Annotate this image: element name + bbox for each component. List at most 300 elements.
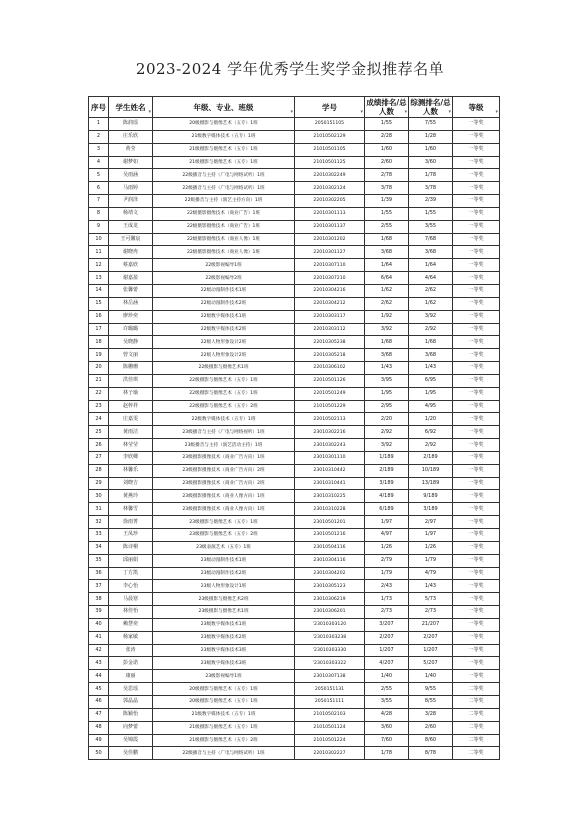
cell-score-rank[interactable]: 1/68 (365, 336, 409, 349)
cell-grade[interactable]: 一等奖 (453, 593, 500, 606)
cell-overall-rank[interactable]: 1/43 (409, 362, 453, 375)
cell-no[interactable]: 40 (89, 618, 109, 631)
cell-student-id[interactable]: 23010304202 (295, 567, 365, 580)
cell-overall-rank[interactable]: 8/78 (409, 747, 453, 760)
cell-student-id[interactable]: 22010303117 (295, 310, 365, 323)
cell-major[interactable]: 22级摄影与摄像艺术（五专）1班 (153, 387, 295, 400)
cell-name[interactable]: 廖珍奕 (109, 310, 153, 323)
cell-name[interactable]: 杨家敏 (109, 631, 153, 644)
cell-name[interactable]: 吴雨涵 (109, 169, 153, 182)
cell-no[interactable]: 18 (89, 336, 109, 349)
cell-score-rank[interactable]: 3/207 (365, 618, 409, 631)
cell-score-rank[interactable]: 2/55 (365, 683, 409, 696)
cell-grade[interactable]: 一等奖 (453, 143, 500, 156)
cell-grade[interactable]: 二等奖 (453, 734, 500, 747)
cell-grade[interactable]: 一等奖 (453, 362, 500, 375)
cell-student-id[interactable]: 21010501229 (295, 400, 365, 413)
cell-student-id[interactable]: 2050151131 (295, 683, 365, 696)
cell-name[interactable]: 黄雨洁 (109, 426, 153, 439)
cell-score-rank[interactable]: 1/43 (365, 362, 409, 375)
cell-grade[interactable]: 一等奖 (453, 297, 500, 310)
cell-name[interactable]: 林莹莹 (109, 439, 153, 452)
cell-no[interactable]: 22 (89, 387, 109, 400)
cell-overall-rank[interactable]: 6/92 (409, 426, 453, 439)
cell-grade[interactable]: 一等奖 (453, 580, 500, 593)
cell-score-rank[interactable]: 3/68 (365, 349, 409, 362)
cell-no[interactable]: 34 (89, 541, 109, 554)
cell-student-id[interactable]: 21010501105 (295, 143, 365, 156)
cell-grade[interactable]: 一等奖 (453, 477, 500, 490)
header-name[interactable] (109, 97, 153, 118)
cell-overall-rank[interactable]: 1/78 (409, 169, 453, 182)
cell-score-rank[interactable]: 3/60 (365, 721, 409, 734)
cell-score-rank[interactable]: 4/28 (365, 708, 409, 721)
cell-student-id[interactable]: 22010301113 (295, 207, 365, 220)
cell-name[interactable]: 洪佳琪 (109, 374, 153, 387)
cell-overall-rank[interactable]: 4/64 (409, 272, 453, 285)
cell-score-rank[interactable]: 1/68 (365, 233, 409, 246)
cell-name[interactable]: 吴佳鹏 (109, 747, 153, 760)
cell-student-id[interactable]: 22010301202 (295, 233, 365, 246)
cell-grade[interactable]: 二等奖 (453, 695, 500, 708)
filter-dropdown-icon[interactable]: ▾ (290, 109, 293, 115)
cell-student-id[interactable]: 23010504116 (295, 541, 365, 554)
cell-no[interactable]: 13 (89, 272, 109, 285)
cell-grade[interactable]: 一等奖 (453, 451, 500, 464)
cell-no[interactable]: 48 (89, 721, 109, 734)
cell-student-id[interactable]: 22010302227 (295, 747, 365, 760)
cell-grade[interactable]: 一等奖 (453, 426, 500, 439)
cell-grade[interactable]: 一等奖 (453, 284, 500, 297)
cell-grade[interactable]: 一等奖 (453, 529, 500, 542)
cell-overall-rank[interactable]: 1/40 (409, 670, 453, 683)
cell-overall-rank[interactable]: 2/207 (409, 631, 453, 644)
cell-overall-rank[interactable]: 1/20 (409, 413, 453, 426)
cell-name[interactable]: 张涛 (109, 644, 153, 657)
cell-overall-rank[interactable]: 1/207 (409, 644, 453, 657)
cell-grade[interactable]: 一等奖 (453, 233, 500, 246)
cell-student-id[interactable]: 22010303112 (295, 323, 365, 336)
cell-student-id[interactable]: 22010502113 (295, 413, 365, 426)
header-score-rank[interactable] (365, 97, 409, 118)
cell-score-rank[interactable]: 2/43 (365, 580, 409, 593)
cell-overall-rank[interactable]: 9/55 (409, 683, 453, 696)
cell-no[interactable]: 16 (89, 310, 109, 323)
cell-name[interactable]: 庄乐欣 (109, 130, 153, 143)
cell-no[interactable]: 1 (89, 118, 109, 131)
cell-grade[interactable]: 一等奖 (453, 195, 500, 208)
cell-score-rank[interactable]: 3/55 (365, 695, 409, 708)
cell-no[interactable]: 4 (89, 156, 109, 169)
cell-no[interactable]: 42 (89, 644, 109, 657)
cell-overall-rank[interactable]: 3/68 (409, 349, 453, 362)
cell-major[interactable]: 20级摄影与摄像艺术（五专）1班 (153, 695, 295, 708)
cell-no[interactable]: 26 (89, 439, 109, 452)
cell-overall-rank[interactable]: 1/68 (409, 336, 453, 349)
cell-name[interactable]: 林子瑜 (109, 387, 153, 400)
cell-student-id[interactable]: 22010304212 (295, 297, 365, 310)
cell-grade[interactable]: 一等奖 (453, 182, 500, 195)
cell-major[interactable]: 22级摄影与摄像艺术（五专）1班 (153, 374, 295, 387)
cell-major[interactable]: 22级摄影与摄像艺术1班 (153, 362, 295, 375)
cell-student-id[interactable]: 23010501216 (295, 529, 365, 542)
cell-no[interactable]: 49 (89, 734, 109, 747)
cell-overall-rank[interactable]: 5/207 (409, 657, 453, 670)
filter-dropdown-icon[interactable]: ▾ (495, 109, 498, 115)
cell-major[interactable]: 22级播音与主持（演艺主持方向）1班 (153, 195, 295, 208)
cell-score-rank[interactable]: 3/92 (365, 323, 409, 336)
cell-no[interactable]: 41 (89, 631, 109, 644)
cell-score-rank[interactable]: 3/95 (365, 374, 409, 387)
cell-overall-rank[interactable]: 2/39 (409, 195, 453, 208)
cell-grade[interactable]: 一等奖 (453, 439, 500, 452)
cell-overall-rank[interactable]: 2/97 (409, 516, 453, 529)
cell-no[interactable]: 17 (89, 323, 109, 336)
cell-major[interactable]: 22级播音与主持（广电与网络试听）1班 (153, 747, 295, 760)
cell-overall-rank[interactable]: 5/73 (409, 593, 453, 606)
cell-student-id[interactable]: 22010306102 (295, 362, 365, 375)
cell-no[interactable]: 23 (89, 400, 109, 413)
cell-name[interactable]: 林佳怡 (109, 606, 153, 619)
header-overall-rank[interactable] (409, 97, 453, 118)
cell-no[interactable]: 32 (89, 516, 109, 529)
cell-score-rank[interactable]: 2/55 (365, 220, 409, 233)
cell-score-rank[interactable]: 2/28 (365, 130, 409, 143)
cell-no[interactable]: 19 (89, 349, 109, 362)
cell-name[interactable]: 黄莹 (109, 143, 153, 156)
cell-grade[interactable]: 一等奖 (453, 631, 500, 644)
cell-no[interactable]: 2 (89, 130, 109, 143)
cell-major[interactable]: 21级数字媒体技术（五专）1班 (153, 708, 295, 721)
cell-name[interactable]: 陈诗桐 (109, 541, 153, 554)
cell-score-rank[interactable]: 1/64 (365, 259, 409, 272)
cell-score-rank[interactable]: 1/62 (365, 284, 409, 297)
cell-score-rank[interactable]: 1/73 (365, 593, 409, 606)
cell-name[interactable]: 王可馨宸 (109, 233, 153, 246)
cell-major[interactable]: 23级摄影摄像技术（商业广告方向）2班 (153, 477, 295, 490)
cell-name[interactable]: 赖慧奕 (109, 618, 153, 631)
cell-name[interactable]: 彭金诺 (109, 657, 153, 670)
cell-student-id[interactable]: 23010310442 (295, 464, 365, 477)
cell-major[interactable]: 21级摄影与摄像艺术（五专）1班 (153, 143, 295, 156)
cell-overall-rank[interactable]: 1/79 (409, 554, 453, 567)
cell-major[interactable]: 22级动漫制作技术2班 (153, 297, 295, 310)
cell-overall-rank[interactable]: 7/55 (409, 118, 453, 131)
cell-no[interactable]: 38 (89, 593, 109, 606)
cell-score-rank[interactable]: 7/60 (365, 734, 409, 747)
cell-no[interactable]: 31 (89, 503, 109, 516)
cell-grade[interactable]: 一等奖 (453, 644, 500, 657)
cell-grade[interactable]: 一等奖 (453, 259, 500, 272)
cell-name[interactable]: 林馨雪 (109, 503, 153, 516)
cell-student-id[interactable]: 2050151105 (295, 118, 365, 131)
cell-name[interactable]: 蔡嘉欣 (109, 259, 153, 272)
cell-grade[interactable]: 一等奖 (453, 567, 500, 580)
cell-overall-rank[interactable]: 8/55 (409, 695, 453, 708)
cell-score-rank[interactable]: 1/60 (365, 143, 409, 156)
cell-student-id[interactable]: '23010303238 (295, 631, 365, 644)
cell-student-id[interactable]: 23010302216 (295, 426, 365, 439)
cell-no[interactable]: 14 (89, 284, 109, 297)
cell-student-id[interactable]: 22010305218 (295, 349, 365, 362)
cell-grade[interactable]: 二等奖 (453, 721, 500, 734)
cell-score-rank[interactable]: 6/64 (365, 272, 409, 285)
cell-name[interactable]: 曾文丽 (109, 349, 153, 362)
cell-overall-rank[interactable]: 21/207 (409, 618, 453, 631)
cell-major[interactable]: 22级摄影摄像技术（商业人像）1班 (153, 246, 295, 259)
cell-grade[interactable]: 一等奖 (453, 118, 500, 131)
cell-grade[interactable]: 一等奖 (453, 516, 500, 529)
cell-major[interactable]: 22级摄影摄像技术（商业人像）1班 (153, 233, 295, 246)
cell-no[interactable]: 10 (89, 233, 109, 246)
cell-overall-rank[interactable]: 3/92 (409, 310, 453, 323)
header-no[interactable] (89, 97, 109, 118)
cell-score-rank[interactable]: 3/189 (365, 477, 409, 490)
cell-overall-rank[interactable]: 1/64 (409, 259, 453, 272)
cell-no[interactable]: 20 (89, 362, 109, 375)
cell-student-id[interactable]: 22010301127 (295, 246, 365, 259)
cell-student-id[interactable]: 23010304116 (295, 554, 365, 567)
cell-overall-rank[interactable]: 2/60 (409, 721, 453, 734)
header-major[interactable] (153, 97, 295, 118)
cell-score-rank[interactable]: 1/26 (365, 541, 409, 554)
cell-overall-rank[interactable]: 3/28 (409, 708, 453, 721)
cell-grade[interactable]: 一等奖 (453, 554, 500, 567)
cell-no[interactable]: 11 (89, 246, 109, 259)
cell-overall-rank[interactable]: 1/43 (409, 580, 453, 593)
cell-grade[interactable]: 一等奖 (453, 670, 500, 683)
cell-score-rank[interactable]: 2/92 (365, 426, 409, 439)
cell-major[interactable]: 23级播音与主持（广电与网络视听）1班 (153, 426, 295, 439)
cell-major[interactable]: 22级数字媒体技术（五专）1班 (153, 413, 295, 426)
cell-no[interactable]: 33 (89, 529, 109, 542)
cell-student-id[interactable]: 23010310225 (295, 490, 365, 503)
cell-overall-rank[interactable]: 1/55 (409, 207, 453, 220)
cell-overall-rank[interactable]: 1/62 (409, 297, 453, 310)
cell-overall-rank[interactable]: 2/62 (409, 284, 453, 297)
cell-score-rank[interactable]: 3/68 (365, 246, 409, 259)
cell-student-id[interactable]: 22010307210 (295, 272, 365, 285)
cell-student-id[interactable]: 23010307138 (295, 670, 365, 683)
cell-overall-rank[interactable]: 8/60 (409, 734, 453, 747)
cell-major[interactable]: 23级动漫制作技术1班 (153, 554, 295, 567)
cell-name[interactable]: 马晨寒 (109, 593, 153, 606)
cell-major[interactable]: 23级数字媒体技术2班 (153, 631, 295, 644)
cell-grade[interactable]: 一等奖 (453, 349, 500, 362)
cell-score-rank[interactable]: 4/189 (365, 490, 409, 503)
cell-major[interactable]: 22级播音与主持（广电与网络试听）1班 (153, 182, 295, 195)
cell-major[interactable]: 23级表演艺术（五专）1班 (153, 541, 295, 554)
cell-score-rank[interactable]: 6/189 (365, 503, 409, 516)
cell-name[interactable]: 李欣卿 (109, 451, 153, 464)
cell-major[interactable]: 23级数字媒体技术3班 (153, 644, 295, 657)
cell-overall-rank[interactable]: 2/189 (409, 451, 453, 464)
cell-major[interactable]: 23级数字媒体技术1班 (153, 618, 295, 631)
filter-dropdown-icon[interactable]: ▾ (448, 109, 451, 115)
cell-major[interactable]: 20级摄影与摄像艺术（五专）1班 (153, 683, 295, 696)
cell-no[interactable]: 43 (89, 657, 109, 670)
cell-major[interactable]: 23级影视编导1班 (153, 670, 295, 683)
cell-score-rank[interactable]: 3/78 (365, 182, 409, 195)
cell-score-rank[interactable]: 1/79 (365, 567, 409, 580)
cell-score-rank[interactable]: 1/55 (365, 118, 409, 131)
cell-grade[interactable]: 一等奖 (453, 323, 500, 336)
cell-student-id[interactable]: 22010307110 (295, 259, 365, 272)
cell-grade[interactable]: 一等奖 (453, 130, 500, 143)
cell-no[interactable]: 7 (89, 195, 109, 208)
cell-major[interactable]: 22级摄影摄像技术（商业广告）1班 (153, 207, 295, 220)
cell-name[interactable]: 吴锦霞 (109, 734, 153, 747)
cell-score-rank[interactable]: 1/207 (365, 644, 409, 657)
cell-major[interactable]: 23级动漫制作技术2班 (153, 567, 295, 580)
cell-no[interactable]: 9 (89, 220, 109, 233)
cell-no[interactable]: 12 (89, 259, 109, 272)
cell-score-rank[interactable]: 2/207 (365, 631, 409, 644)
cell-name[interactable]: 张馨蕾 (109, 284, 153, 297)
cell-grade[interactable]: 一等奖 (453, 374, 500, 387)
cell-grade[interactable]: 一等奖 (453, 413, 500, 426)
cell-name[interactable]: 黄燕玲 (109, 490, 153, 503)
cell-name[interactable]: 庄嘉雯 (109, 413, 153, 426)
cell-no[interactable]: 24 (89, 413, 109, 426)
cell-name[interactable]: 郭晶晶 (109, 695, 153, 708)
cell-grade[interactable]: 一等奖 (453, 503, 500, 516)
cell-name[interactable]: 赵梓祥 (109, 400, 153, 413)
filter-dropdown-icon[interactable]: ▾ (404, 109, 407, 115)
cell-name[interactable]: 向梦蕾 (109, 721, 153, 734)
cell-no[interactable]: 50 (89, 747, 109, 760)
cell-major[interactable]: 20级摄影与摄像艺术（五专）1班 (153, 118, 295, 131)
filter-dropdown-icon[interactable]: ▾ (360, 109, 363, 115)
cell-overall-rank[interactable]: 2/92 (409, 323, 453, 336)
cell-overall-rank[interactable]: 3/78 (409, 182, 453, 195)
cell-no[interactable]: 5 (89, 169, 109, 182)
cell-name[interactable]: 谢嘉盈 (109, 272, 153, 285)
cell-student-id[interactable]: 22010301137 (295, 220, 365, 233)
cell-student-id[interactable]: 21010502129 (295, 130, 365, 143)
cell-no[interactable]: 8 (89, 207, 109, 220)
cell-no[interactable]: 39 (89, 606, 109, 619)
cell-score-rank[interactable]: 2/189 (365, 464, 409, 477)
cell-name[interactable]: 谢晓冉 (109, 246, 153, 259)
cell-score-rank[interactable]: 2/62 (365, 297, 409, 310)
cell-no[interactable]: 15 (89, 297, 109, 310)
cell-overall-rank[interactable]: 10/189 (409, 464, 453, 477)
cell-grade[interactable]: 一等奖 (453, 606, 500, 619)
cell-student-id[interactable]: 22010501126 (295, 374, 365, 387)
cell-overall-rank[interactable]: 3/68 (409, 246, 453, 259)
cell-student-id[interactable]: 22010302205 (295, 195, 365, 208)
cell-grade[interactable]: 一等奖 (453, 169, 500, 182)
cell-name[interactable]: 王凤珍 (109, 529, 153, 542)
cell-student-id[interactable]: 23010305123 (295, 580, 365, 593)
cell-no[interactable]: 36 (89, 567, 109, 580)
cell-name[interactable]: 李心怡 (109, 580, 153, 593)
cell-major[interactable]: 23级摄影摄像技术（商业广告方向）1班 (153, 451, 295, 464)
cell-grade[interactable]: 一等奖 (453, 541, 500, 554)
cell-overall-rank[interactable]: 2/92 (409, 439, 453, 452)
cell-no[interactable]: 37 (89, 580, 109, 593)
cell-grade[interactable]: 一等奖 (453, 156, 500, 169)
cell-overall-rank[interactable]: 7/68 (409, 233, 453, 246)
cell-grade[interactable]: 二等奖 (453, 747, 500, 760)
cell-student-id[interactable]: 21010501125 (295, 156, 365, 169)
cell-overall-rank[interactable]: 2/73 (409, 606, 453, 619)
cell-name[interactable]: 邱丽娟 (109, 554, 153, 567)
cell-grade[interactable]: 一等奖 (453, 310, 500, 323)
cell-student-id[interactable]: 23010501201 (295, 516, 365, 529)
cell-major[interactable]: 23级摄影与摄像艺术（五专）1班 (153, 516, 295, 529)
cell-major[interactable]: 22级影视编导1班 (153, 259, 295, 272)
cell-grade[interactable]: 一等奖 (453, 387, 500, 400)
cell-student-id[interactable]: 22010304216 (295, 284, 365, 297)
cell-student-id[interactable]: 23010310228 (295, 503, 365, 516)
cell-score-rank[interactable]: 4/207 (365, 657, 409, 670)
cell-score-rank[interactable]: 2/60 (365, 156, 409, 169)
cell-score-rank[interactable]: 1/95 (365, 387, 409, 400)
cell-name[interactable]: 陈颖怡 (109, 708, 153, 721)
cell-overall-rank[interactable]: 13/189 (409, 477, 453, 490)
cell-no[interactable]: 21 (89, 374, 109, 387)
cell-major[interactable]: 23级摄影摄像技术（商业人像方向）1班 (153, 503, 295, 516)
cell-score-rank[interactable]: 2/95 (365, 400, 409, 413)
cell-grade[interactable]: 一等奖 (453, 618, 500, 631)
cell-no[interactable]: 29 (89, 477, 109, 490)
cell-overall-rank[interactable]: 4/95 (409, 400, 453, 413)
cell-overall-rank[interactable]: 1/60 (409, 143, 453, 156)
cell-no[interactable]: 46 (89, 695, 109, 708)
cell-no[interactable]: 45 (89, 683, 109, 696)
cell-grade[interactable]: 二等奖 (453, 708, 500, 721)
cell-name[interactable]: 丁方凯 (109, 567, 153, 580)
cell-grade[interactable]: 一等奖 (453, 272, 500, 285)
cell-major[interactable]: 23级摄影与摄像艺术1班 (153, 606, 295, 619)
cell-grade[interactable]: 一等奖 (453, 207, 500, 220)
cell-student-id[interactable]: '23010303322 (295, 657, 365, 670)
cell-major[interactable]: 21级摄影与摄像艺术（五专）2班 (153, 734, 295, 747)
cell-score-rank[interactable]: 1/40 (365, 670, 409, 683)
cell-name[interactable]: 杨靖文 (109, 207, 153, 220)
cell-major[interactable]: 23级摄影与摄像艺术2班 (153, 593, 295, 606)
cell-no[interactable]: 28 (89, 464, 109, 477)
cell-grade[interactable]: 一等奖 (453, 336, 500, 349)
cell-overall-rank[interactable]: 1/97 (409, 529, 453, 542)
cell-major[interactable]: 22级数字媒体技术1班 (153, 310, 295, 323)
cell-student-id[interactable]: 21010501224 (295, 734, 365, 747)
cell-major[interactable]: 23级播音与主持（演艺活动主持）1班 (153, 439, 295, 452)
cell-student-id[interactable]: 21010502103 (295, 708, 365, 721)
cell-overall-rank[interactable]: 1/26 (409, 541, 453, 554)
cell-major[interactable]: 23级摄影与摄像艺术（五专）2班 (153, 529, 295, 542)
cell-score-rank[interactable]: 4/97 (365, 529, 409, 542)
cell-major[interactable]: 21级数字媒体技术（五专）1班 (153, 130, 295, 143)
cell-name[interactable]: 陈润瑶 (109, 118, 153, 131)
cell-no[interactable]: 47 (89, 708, 109, 721)
cell-grade[interactable]: 二等奖 (453, 683, 500, 696)
cell-no[interactable]: 27 (89, 451, 109, 464)
cell-overall-rank[interactable]: 6/95 (409, 374, 453, 387)
cell-major[interactable]: 21级摄影与摄像艺术（五专）1班 (153, 156, 295, 169)
cell-student-id[interactable]: '23010303120 (295, 618, 365, 631)
cell-student-id[interactable]: 23010302243 (295, 439, 365, 452)
cell-major[interactable]: 22级动漫制作技术1班 (153, 284, 295, 297)
cell-overall-rank[interactable]: 4/79 (409, 567, 453, 580)
cell-student-id[interactable]: 23010301110 (295, 451, 365, 464)
cell-name[interactable]: 许璐璐 (109, 323, 153, 336)
cell-name[interactable]: 林馨乐 (109, 464, 153, 477)
cell-student-id[interactable]: 22010305238 (295, 336, 365, 349)
cell-major[interactable]: 22级影视编导2班 (153, 272, 295, 285)
